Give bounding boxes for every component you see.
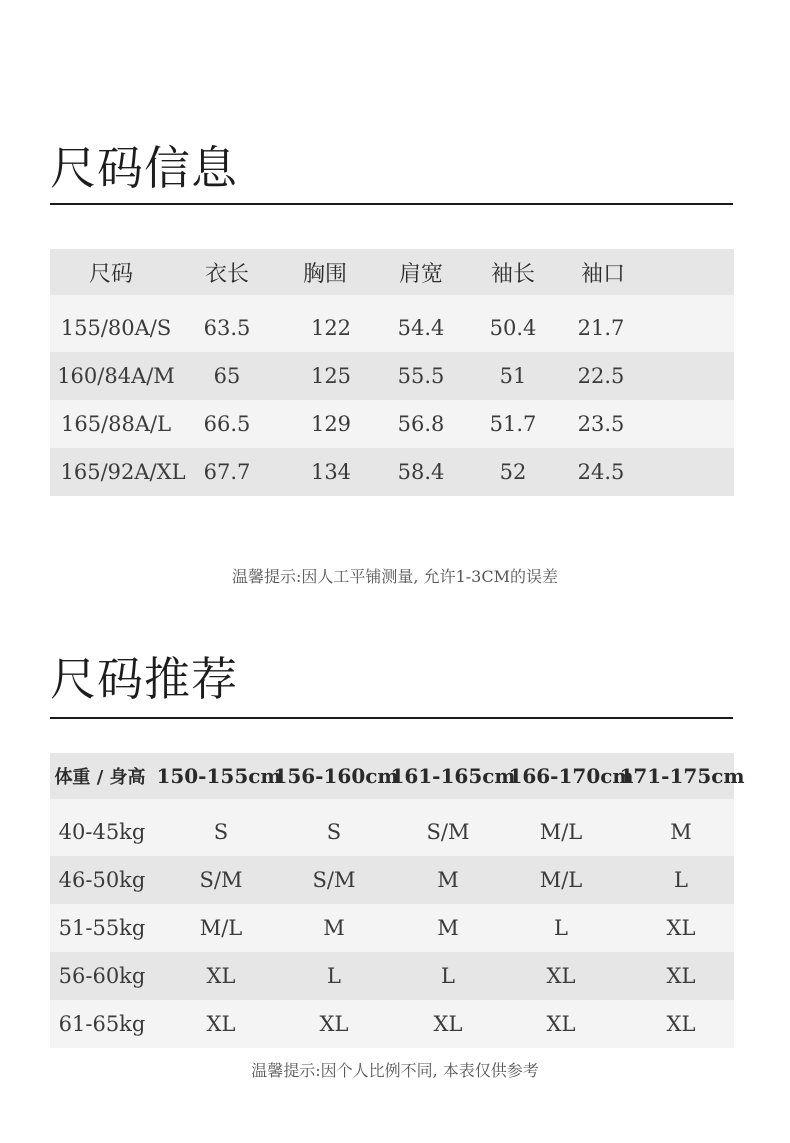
chest-cell: 129 [310,412,352,436]
header-cell-length: 衣长 [204,261,249,287]
recommend-cell: XL [206,964,236,988]
recommend-cell: L [327,964,341,988]
header-cell-height-range: 166-170cm [508,764,634,788]
recommend-cell: M [437,868,459,892]
recommend-cell: M/L [199,916,243,940]
recommend-cell: XL [546,1012,576,1036]
table-row [50,295,734,352]
cuff-cell: 23.5 [577,412,625,436]
table-row [50,400,734,448]
header-cell-weight-height: 体重 / 身高 [54,767,146,788]
table-row [50,1000,734,1048]
recommend-cell: S [213,820,229,844]
weight-cell: 40-45kg [58,820,146,844]
table-row [50,856,734,904]
size-cell: 160/84A/M [57,364,175,388]
size-info-title: 尺码信息 [50,141,238,195]
chest-cell: 125 [310,364,352,388]
recommend-cell: XL [546,964,576,988]
length-cell: 63.5 [203,316,251,340]
recommend-cell: M [323,916,345,940]
table-row [50,952,734,1000]
recommend-cell: S [326,820,342,844]
shoulder-cell: 58.4 [397,460,445,484]
shoulder-cell: 56.8 [397,412,445,436]
recommend-cell: XL [666,916,696,940]
weight-cell: 46-50kg [58,868,146,892]
cuff-cell: 22.5 [577,364,625,388]
header-cell-height-range: 156-160cm [273,764,399,788]
recommend-cell: XL [666,1012,696,1036]
cuff-cell: 21.7 [577,316,625,340]
recommend-cell: M/L [539,820,583,844]
size-cell: 165/92A/XL [60,460,186,484]
header-cell-height-range: 171-175cm [619,764,745,788]
sleeve-cell: 51 [499,364,527,388]
header-cell-cuff: 袖口 [580,261,625,287]
weight-cell: 56-60kg [58,964,146,988]
recommend-cell: M/L [539,868,583,892]
shoulder-cell: 55.5 [397,364,445,388]
header-cell-height-range: 150-155cm [156,764,282,788]
recommend-cell: XL [433,1012,463,1036]
length-cell: 65 [213,364,241,388]
weight-cell: 51-55kg [58,916,146,940]
table-row [50,352,734,400]
recommend-cell: XL [206,1012,236,1036]
length-cell: 66.5 [203,412,251,436]
table-row [50,904,734,952]
header-cell-size: 尺码 [88,261,133,287]
header-cell-height-range: 161-165cm [390,764,516,788]
size-recommend-title: 尺码推荐 [50,652,238,706]
size-info-header-row [50,249,734,295]
recommend-cell: S/M [199,868,243,892]
recommend-cell: M [670,820,692,844]
recommend-cell: XL [319,1012,349,1036]
size-recommend-table [50,753,745,1048]
sleeve-cell: 51.7 [489,412,537,436]
size-info-table [50,249,734,496]
recommend-header-row [50,753,745,799]
size-cell: 155/80A/S [60,316,172,340]
sleeve-cell: 50.4 [489,316,537,340]
header-cell-sleeve: 袖长 [490,261,535,287]
weight-cell: 61-65kg [58,1012,146,1036]
recommend-cell: L [554,916,568,940]
recommend-cell: S/M [426,820,470,844]
size-info-note: 温馨提示:因人工平铺测量, 允许1-3CM的误差 [232,567,558,586]
header-cell-shoulder: 肩宽 [398,261,443,287]
recommend-cell: M [437,916,459,940]
size-recommend-note: 温馨提示:因个人比例不同, 本表仅供参考 [251,1061,539,1080]
table-row [50,448,734,496]
chest-cell: 122 [310,316,352,340]
recommend-cell: L [674,868,688,892]
header-cell-chest: 胸围 [302,261,347,287]
size-recommend-divider [50,717,733,719]
recommend-cell: XL [666,964,696,988]
size-cell: 165/88A/L [60,412,172,436]
recommend-cell: L [441,964,455,988]
shoulder-cell: 54.4 [397,316,445,340]
sleeve-cell: 52 [499,460,527,484]
chest-cell: 134 [310,460,352,484]
table-row [50,799,734,856]
size-info-divider [50,203,733,205]
recommend-cell: S/M [312,868,356,892]
length-cell: 67.7 [203,460,251,484]
cuff-cell: 24.5 [577,460,625,484]
